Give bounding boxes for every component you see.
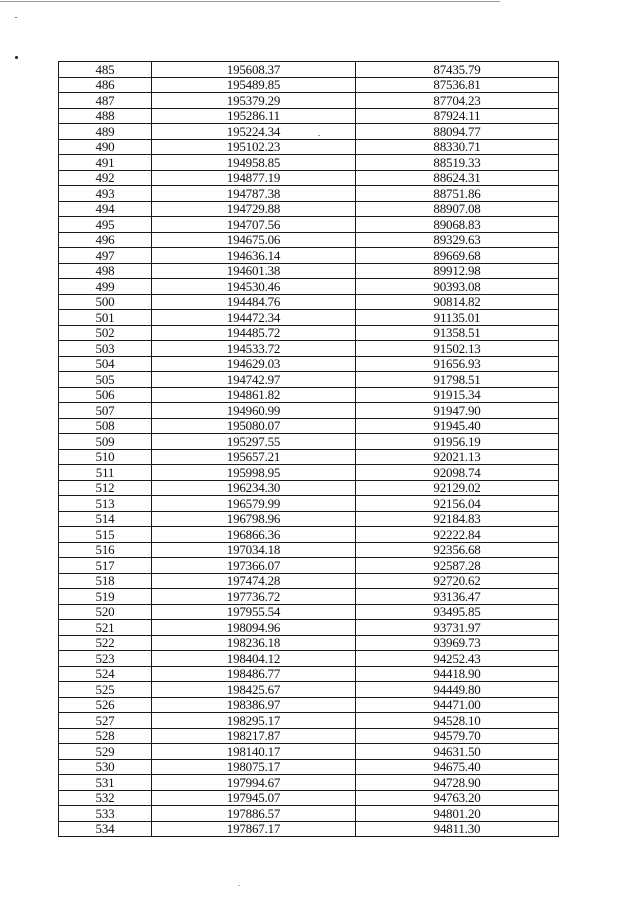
y-coordinate-cell: 94675.40: [356, 759, 559, 775]
x-coordinate-cell: 194958.85: [152, 155, 356, 171]
x-coordinate-cell: 197034.18: [152, 542, 356, 558]
x-coordinate-cell: 194484.76: [152, 294, 356, 310]
table-row: [59, 558, 559, 574]
y-coordinate-cell: 93495.85: [356, 604, 559, 620]
y-coordinate-cell: 92129.02: [356, 480, 559, 496]
table-row: [59, 387, 559, 403]
x-coordinate-cell: 194472.34: [152, 310, 356, 326]
point-number-cell: 515: [59, 527, 152, 543]
y-coordinate-cell: 92098.74: [356, 465, 559, 481]
table-row: [59, 341, 559, 357]
x-coordinate-cell: 194960.99: [152, 403, 356, 419]
table-row: [59, 744, 559, 760]
table-row: [59, 666, 559, 682]
y-coordinate-cell: 87435.79: [356, 62, 559, 78]
y-coordinate-cell: 88624.31: [356, 170, 559, 186]
table-row: [59, 279, 559, 295]
x-coordinate-cell: 197955.54: [152, 604, 356, 620]
y-coordinate-cell: 88751.86: [356, 186, 559, 202]
table-row: [59, 403, 559, 419]
table-row: [59, 93, 559, 109]
y-coordinate-cell: 92720.62: [356, 573, 559, 589]
table-row: [59, 821, 559, 837]
x-coordinate-cell: 196579.99: [152, 496, 356, 512]
table-row: [59, 232, 559, 248]
table-row: [59, 511, 559, 527]
point-number-cell: 501: [59, 310, 152, 326]
x-coordinate-cell: 195080.07: [152, 418, 356, 434]
y-coordinate-cell: 92356.68: [356, 542, 559, 558]
x-coordinate-cell: 198404.12: [152, 651, 356, 667]
x-coordinate-cell: 198140.17: [152, 744, 356, 760]
point-number-cell: 512: [59, 480, 152, 496]
table-row: [59, 217, 559, 233]
table-row: [59, 310, 559, 326]
table-row: [59, 542, 559, 558]
table-row: [59, 806, 559, 822]
y-coordinate-cell: 94252.43: [356, 651, 559, 667]
x-coordinate-cell: 194530.46: [152, 279, 356, 295]
x-coordinate-cell: 198094.96: [152, 620, 356, 636]
y-coordinate-cell: 87536.81: [356, 77, 559, 93]
x-coordinate-cell: 197886.57: [152, 806, 356, 822]
table-row: [59, 589, 559, 605]
point-number-cell: 518: [59, 573, 152, 589]
point-number-cell: 532: [59, 790, 152, 806]
point-number-cell: 530: [59, 759, 152, 775]
x-coordinate-cell: 198386.97: [152, 697, 356, 713]
y-coordinate-cell: 94418.90: [356, 666, 559, 682]
x-coordinate-cell: 195224.34: [152, 124, 356, 140]
x-coordinate-cell: 196234.30: [152, 480, 356, 496]
table-row: [59, 480, 559, 496]
point-number-cell: 500: [59, 294, 152, 310]
y-coordinate-cell: 92021.13: [356, 449, 559, 465]
x-coordinate-cell: 198425.67: [152, 682, 356, 698]
table-row: [59, 790, 559, 806]
table-row: [59, 294, 559, 310]
point-number-cell: 525: [59, 682, 152, 698]
table-row: [59, 356, 559, 372]
point-number-cell: 496: [59, 232, 152, 248]
table-row: [59, 155, 559, 171]
y-coordinate-cell: 90393.08: [356, 279, 559, 295]
x-coordinate-cell: 194601.38: [152, 263, 356, 279]
table-row: [59, 372, 559, 388]
point-number-cell: 534: [59, 821, 152, 837]
table-body: [59, 62, 559, 837]
point-number-cell: 526: [59, 697, 152, 713]
table-row: [59, 775, 559, 791]
x-coordinate-cell: 194787.38: [152, 186, 356, 202]
y-coordinate-cell: 91135.01: [356, 310, 559, 326]
x-coordinate-cell: 194485.72: [152, 325, 356, 341]
y-coordinate-cell: 91945.40: [356, 418, 559, 434]
x-coordinate-cell: 195297.55: [152, 434, 356, 450]
table-row: [59, 449, 559, 465]
point-number-cell: 517: [59, 558, 152, 574]
x-coordinate-cell: 195102.23: [152, 139, 356, 155]
table-row: [59, 682, 559, 698]
point-number-cell: 510: [59, 449, 152, 465]
x-coordinate-cell: 194707.56: [152, 217, 356, 233]
y-coordinate-cell: 88330.71: [356, 139, 559, 155]
x-coordinate-cell: 194675.06: [152, 232, 356, 248]
point-number-cell: 519: [59, 589, 152, 605]
y-coordinate-cell: 92222.84: [356, 527, 559, 543]
table-row: [59, 124, 559, 140]
y-coordinate-cell: 88094.77: [356, 124, 559, 140]
y-coordinate-cell: 94528.10: [356, 713, 559, 729]
y-coordinate-cell: 88907.08: [356, 201, 559, 217]
y-coordinate-cell: 93731.97: [356, 620, 559, 636]
table-row: [59, 635, 559, 651]
point-number-cell: 487: [59, 93, 152, 109]
point-number-cell: 488: [59, 108, 152, 124]
point-number-cell: 499: [59, 279, 152, 295]
y-coordinate-cell: 87704.23: [356, 93, 559, 109]
table-row: [59, 77, 559, 93]
x-coordinate-cell: 194877.19: [152, 170, 356, 186]
y-coordinate-cell: 91947.90: [356, 403, 559, 419]
x-coordinate-cell: 198295.17: [152, 713, 356, 729]
y-coordinate-cell: 91798.51: [356, 372, 559, 388]
point-number-cell: 506: [59, 387, 152, 403]
point-number-cell: 507: [59, 403, 152, 419]
x-coordinate-cell: 198217.87: [152, 728, 356, 744]
point-number-cell: 520: [59, 604, 152, 620]
x-coordinate-cell: 194861.82: [152, 387, 356, 403]
point-number-cell: 491: [59, 155, 152, 171]
table-row: [59, 325, 559, 341]
x-coordinate-cell: 198075.17: [152, 759, 356, 775]
x-coordinate-cell: 194629.03: [152, 356, 356, 372]
x-coordinate-cell: 195657.21: [152, 449, 356, 465]
coordinate-table: [58, 61, 559, 837]
table-row: [59, 728, 559, 744]
point-number-cell: 494: [59, 201, 152, 217]
y-coordinate-cell: 94801.20: [356, 806, 559, 822]
point-number-cell: 516: [59, 542, 152, 558]
table-row: [59, 263, 559, 279]
x-coordinate-cell: 198236.18: [152, 635, 356, 651]
x-coordinate-cell: 194729.88: [152, 201, 356, 217]
scan-speck: [238, 885, 240, 886]
y-coordinate-cell: 91656.93: [356, 356, 559, 372]
point-number-cell: 498: [59, 263, 152, 279]
table-row: [59, 697, 559, 713]
point-number-cell: 485: [59, 62, 152, 78]
x-coordinate-cell: 194636.14: [152, 248, 356, 264]
y-coordinate-cell: 94449.80: [356, 682, 559, 698]
table-row: [59, 465, 559, 481]
y-coordinate-cell: 93969.73: [356, 635, 559, 651]
point-number-cell: 497: [59, 248, 152, 264]
x-coordinate-cell: 198486.77: [152, 666, 356, 682]
point-number-cell: 521: [59, 620, 152, 636]
y-coordinate-cell: 89068.83: [356, 217, 559, 233]
point-number-cell: 511: [59, 465, 152, 481]
x-coordinate-cell: 194533.72: [152, 341, 356, 357]
y-coordinate-cell: 92184.83: [356, 511, 559, 527]
point-number-cell: 502: [59, 325, 152, 341]
x-coordinate-cell: 195608.37: [152, 62, 356, 78]
point-number-cell: 524: [59, 666, 152, 682]
point-number-cell: 504: [59, 356, 152, 372]
table-row: [59, 620, 559, 636]
table-row: [59, 201, 559, 217]
point-number-cell: 529: [59, 744, 152, 760]
y-coordinate-cell: 88519.33: [356, 155, 559, 171]
point-number-cell: 493: [59, 186, 152, 202]
table-row: [59, 713, 559, 729]
x-coordinate-cell: 195489.85: [152, 77, 356, 93]
table-row: [59, 418, 559, 434]
scan-edge-line: [0, 1, 500, 2]
x-coordinate-cell: 194742.97: [152, 372, 356, 388]
y-coordinate-cell: 91502.13: [356, 341, 559, 357]
point-number-cell: 509: [59, 434, 152, 450]
x-coordinate-cell: 195286.11: [152, 108, 356, 124]
x-coordinate-cell: 196798.96: [152, 511, 356, 527]
y-coordinate-cell: 90814.82: [356, 294, 559, 310]
y-coordinate-cell: 94631.50: [356, 744, 559, 760]
x-coordinate-cell: 197474.28: [152, 573, 356, 589]
table-row: [59, 186, 559, 202]
table-row: [59, 573, 559, 589]
point-number-cell: 495: [59, 217, 152, 233]
y-coordinate-cell: 94471.00: [356, 697, 559, 713]
scan-speck: [15, 17, 17, 18]
table-row: [59, 248, 559, 264]
y-coordinate-cell: 91956.19: [356, 434, 559, 450]
x-coordinate-cell: 196866.36: [152, 527, 356, 543]
table-row: [59, 759, 559, 775]
scan-speck: [15, 56, 18, 59]
point-number-cell: 531: [59, 775, 152, 791]
point-number-cell: 489: [59, 124, 152, 140]
y-coordinate-cell: 92587.28: [356, 558, 559, 574]
y-coordinate-cell: 89912.98: [356, 263, 559, 279]
y-coordinate-cell: 89329.63: [356, 232, 559, 248]
x-coordinate-cell: 197867.17: [152, 821, 356, 837]
y-coordinate-cell: 89669.68: [356, 248, 559, 264]
point-number-cell: 533: [59, 806, 152, 822]
point-number-cell: 522: [59, 635, 152, 651]
x-coordinate-cell: 195998.95: [152, 465, 356, 481]
x-coordinate-cell: 197945.07: [152, 790, 356, 806]
x-coordinate-cell: 197994.67: [152, 775, 356, 791]
x-coordinate-cell: 197736.72: [152, 589, 356, 605]
table-row: [59, 170, 559, 186]
y-coordinate-cell: 92156.04: [356, 496, 559, 512]
table-row: [59, 108, 559, 124]
y-coordinate-cell: 94811.30: [356, 821, 559, 837]
point-number-cell: 503: [59, 341, 152, 357]
x-coordinate-cell: 195379.29: [152, 93, 356, 109]
table-row: [59, 527, 559, 543]
point-number-cell: 528: [59, 728, 152, 744]
point-number-cell: 523: [59, 651, 152, 667]
point-number-cell: 514: [59, 511, 152, 527]
y-coordinate-cell: 91915.34: [356, 387, 559, 403]
table-row: [59, 434, 559, 450]
y-coordinate-cell: 94728.90: [356, 775, 559, 791]
table-row: [59, 139, 559, 155]
x-coordinate-cell: 197366.07: [152, 558, 356, 574]
point-number-cell: 492: [59, 170, 152, 186]
table-row: [59, 496, 559, 512]
point-number-cell: 508: [59, 418, 152, 434]
point-number-cell: 527: [59, 713, 152, 729]
table-row: [59, 62, 559, 78]
table-row: [59, 604, 559, 620]
y-coordinate-cell: 91358.51: [356, 325, 559, 341]
point-number-cell: 486: [59, 77, 152, 93]
point-number-cell: 513: [59, 496, 152, 512]
y-coordinate-cell: 87924.11: [356, 108, 559, 124]
point-number-cell: 490: [59, 139, 152, 155]
y-coordinate-cell: 94763.20: [356, 790, 559, 806]
y-coordinate-cell: 93136.47: [356, 589, 559, 605]
table-row: [59, 651, 559, 667]
y-coordinate-cell: 94579.70: [356, 728, 559, 744]
point-number-cell: 505: [59, 372, 152, 388]
